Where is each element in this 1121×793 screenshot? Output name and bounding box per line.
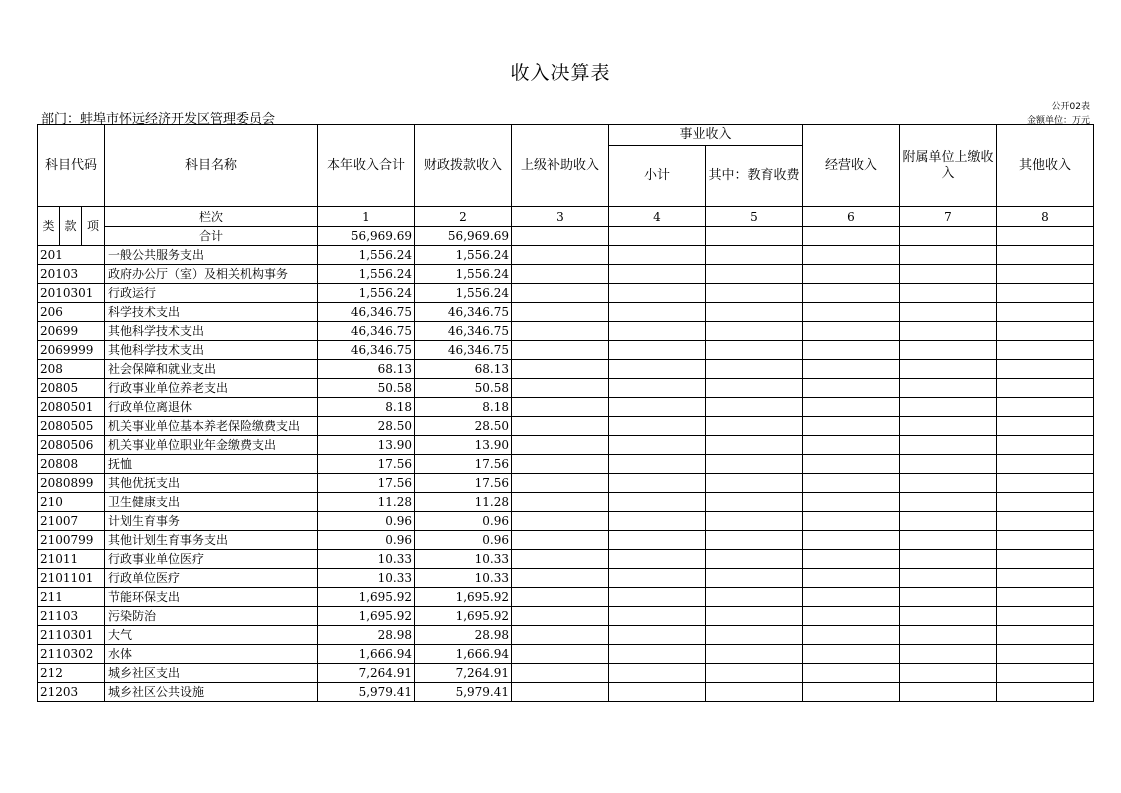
fiscal-allocation-cell: 8.18 (415, 398, 512, 417)
operating-income-cell (803, 455, 900, 474)
header-education-fees: 其中：教育收费 (706, 146, 803, 207)
other-income-cell (997, 531, 1094, 550)
header-fiscal-allocation: 财政拨款收入 (415, 125, 512, 207)
subject-code-cell: 20808 (38, 455, 105, 474)
other-income-cell (997, 588, 1094, 607)
business-subtotal-cell (609, 455, 706, 474)
superior-subsidy-cell (512, 493, 609, 512)
education-fees-cell (706, 512, 803, 531)
fiscal-allocation-cell: 50.58 (415, 379, 512, 398)
subject-name-cell: 计划生育事务 (105, 512, 318, 531)
other-income-cell (997, 664, 1094, 683)
education-fees-cell (706, 683, 803, 702)
total-income-cell: 28.98 (318, 626, 415, 645)
subject-code-cell: 2100799 (38, 531, 105, 550)
superior-subsidy-cell (512, 284, 609, 303)
header-business-income: 事业收入 (609, 125, 803, 146)
fiscal-allocation-cell: 46,346.75 (415, 303, 512, 322)
table-row (38, 417, 1094, 436)
affiliated-income-cell (900, 398, 997, 417)
fiscal-allocation-cell: 68.13 (415, 360, 512, 379)
header-superior-subsidy: 上级补助收入 (512, 125, 609, 207)
table-row (38, 645, 1094, 664)
col-number: 6 (803, 207, 900, 227)
education-fees-cell (706, 379, 803, 398)
total-income-cell: 1,666.94 (318, 645, 415, 664)
table-row (38, 588, 1094, 607)
header-subject-name: 科目名称 (105, 125, 318, 207)
header-section: 款 (60, 207, 82, 246)
business-subtotal-cell (609, 436, 706, 455)
education-fees-cell (706, 246, 803, 265)
other-income-cell (997, 265, 1094, 284)
business-subtotal-cell (609, 360, 706, 379)
business-subtotal-cell (609, 550, 706, 569)
subject-name-cell: 其他科学技术支出 (105, 341, 318, 360)
subject-code-cell: 2110302 (38, 645, 105, 664)
operating-income-cell (803, 265, 900, 284)
operating-income-cell (803, 379, 900, 398)
superior-subsidy-cell (512, 341, 609, 360)
business-subtotal-cell (609, 303, 706, 322)
subject-code-cell: 2101101 (38, 569, 105, 588)
business-subtotal-cell (609, 322, 706, 341)
subject-code-cell: 20103 (38, 265, 105, 284)
col-number: 8 (997, 207, 1094, 227)
subject-code-cell: 2080505 (38, 417, 105, 436)
affiliated-income-cell (900, 645, 997, 664)
fiscal-allocation-cell: 1,556.24 (415, 265, 512, 284)
superior-subsidy-cell (512, 246, 609, 265)
total-income-cell: 46,346.75 (318, 341, 415, 360)
fiscal-allocation-cell: 10.33 (415, 550, 512, 569)
total-income-value: 56,969.69 (318, 227, 415, 246)
operating-income-cell (803, 683, 900, 702)
table-row (38, 322, 1094, 341)
subject-code-cell: 210 (38, 493, 105, 512)
other-income-cell (997, 455, 1094, 474)
superior-subsidy-cell (512, 474, 609, 493)
col-number: 3 (512, 207, 609, 227)
subject-name-cell: 行政运行 (105, 284, 318, 303)
fiscal-allocation-cell: 28.98 (415, 626, 512, 645)
business-subtotal-cell (609, 474, 706, 493)
superior-subsidy-cell (512, 664, 609, 683)
affiliated-income-cell (900, 683, 997, 702)
superior-subsidy-cell (512, 417, 609, 436)
table-row (38, 360, 1094, 379)
operating-income-cell (803, 341, 900, 360)
fiscal-allocation-cell: 46,346.75 (415, 341, 512, 360)
header-subtotal: 小计 (609, 146, 706, 207)
education-fees-cell (706, 398, 803, 417)
total-income-cell: 1,556.24 (318, 284, 415, 303)
other-income-cell (997, 284, 1094, 303)
superior-subsidy-cell (512, 683, 609, 702)
table-row (38, 246, 1094, 265)
superior-subsidy-cell (512, 645, 609, 664)
operating-income-cell (803, 322, 900, 341)
table-row (38, 474, 1094, 493)
amount-unit: 金额单位：万元 (1026, 116, 1090, 126)
table-row (38, 455, 1094, 474)
education-fees-cell (706, 417, 803, 436)
operating-income-cell (803, 493, 900, 512)
superior-subsidy-cell (512, 607, 609, 626)
subject-code-cell: 21203 (38, 683, 105, 702)
other-income-cell (997, 683, 1094, 702)
table-row (38, 550, 1094, 569)
operating-income-cell (803, 645, 900, 664)
total-income-cell: 17.56 (318, 455, 415, 474)
subject-code-cell: 21011 (38, 550, 105, 569)
subject-name-cell: 污染防治 (105, 607, 318, 626)
education-fees-cell (706, 664, 803, 683)
header-class: 类 (38, 207, 60, 246)
education-fees-cell (706, 588, 803, 607)
other-income-cell (997, 246, 1094, 265)
subject-name-cell: 一般公共服务支出 (105, 246, 318, 265)
subject-name-cell: 行政事业单位医疗 (105, 550, 318, 569)
affiliated-income-cell (900, 360, 997, 379)
fiscal-allocation-cell: 28.50 (415, 417, 512, 436)
affiliated-income-cell (900, 607, 997, 626)
total-income-cell: 7,264.91 (318, 664, 415, 683)
other-income-cell (997, 493, 1094, 512)
business-subtotal-cell (609, 341, 706, 360)
superior-subsidy-cell (512, 588, 609, 607)
subject-name-cell: 机关事业单位基本养老保险缴费支出 (105, 417, 318, 436)
subject-code-cell: 211 (38, 588, 105, 607)
subject-name-cell: 其他科学技术支出 (105, 322, 318, 341)
fiscal-allocation-cell: 1,695.92 (415, 588, 512, 607)
subject-name-cell: 行政单位医疗 (105, 569, 318, 588)
business-subtotal-cell (609, 645, 706, 664)
total-income-cell: 1,556.24 (318, 265, 415, 284)
affiliated-income-cell (900, 512, 997, 531)
education-fees-cell (706, 493, 803, 512)
header-total-income: 本年收入合计 (318, 125, 415, 207)
affiliated-income-cell (900, 569, 997, 588)
fiscal-allocation-cell: 7,264.91 (415, 664, 512, 683)
other-income-cell (997, 341, 1094, 360)
subject-name-cell: 行政单位离退休 (105, 398, 318, 417)
header-column-order: 栏次 (105, 207, 318, 227)
business-subtotal-cell (609, 493, 706, 512)
affiliated-income-cell (900, 284, 997, 303)
income-table (37, 124, 1094, 702)
table-row (38, 265, 1094, 284)
affiliated-income-cell (900, 303, 997, 322)
form-number: 公开02表 (1051, 102, 1090, 112)
subject-code-cell: 2080506 (38, 436, 105, 455)
subject-code-cell: 212 (38, 664, 105, 683)
header-item: 项 (82, 207, 105, 246)
subject-code-cell: 2080899 (38, 474, 105, 493)
affiliated-income-cell (900, 436, 997, 455)
education-fees-cell (706, 303, 803, 322)
education-fees-cell (706, 360, 803, 379)
fiscal-allocation-cell: 5,979.41 (415, 683, 512, 702)
superior-subsidy-cell (512, 322, 609, 341)
other-income-cell (997, 360, 1094, 379)
other-income-cell (997, 398, 1094, 417)
table-row (38, 569, 1094, 588)
education-fees-cell (706, 626, 803, 645)
other-income-cell (997, 379, 1094, 398)
operating-income-cell (803, 588, 900, 607)
affiliated-income-cell (900, 341, 997, 360)
operating-income-cell (803, 664, 900, 683)
business-subtotal-cell (609, 417, 706, 436)
operating-income-cell (803, 246, 900, 265)
col-number: 2 (415, 207, 512, 227)
fiscal-allocation-cell: 46,346.75 (415, 322, 512, 341)
total-income-cell: 13.90 (318, 436, 415, 455)
affiliated-income-cell (900, 246, 997, 265)
other-income-cell (997, 474, 1094, 493)
operating-income-cell (803, 607, 900, 626)
affiliated-income-cell (900, 379, 997, 398)
table-row (38, 493, 1094, 512)
superior-subsidy-cell (512, 379, 609, 398)
fiscal-allocation-cell: 0.96 (415, 531, 512, 550)
operating-income-cell (803, 626, 900, 645)
fiscal-allocation-cell: 1,556.24 (415, 246, 512, 265)
table-row (38, 341, 1094, 360)
business-subtotal-cell (609, 284, 706, 303)
subject-name-cell: 水体 (105, 645, 318, 664)
education-fees-cell (706, 607, 803, 626)
total-income-cell: 0.96 (318, 531, 415, 550)
table-row (38, 683, 1094, 702)
other-income-cell (997, 550, 1094, 569)
superior-subsidy-cell (512, 360, 609, 379)
department-label: 部门：蚌埠市怀远经济开发区管理委员会 (41, 112, 276, 127)
subject-code-cell: 2069999 (38, 341, 105, 360)
subject-code-cell: 20699 (38, 322, 105, 341)
affiliated-income-cell (900, 455, 997, 474)
affiliated-income-cell (900, 417, 997, 436)
total-row (38, 227, 1094, 246)
table-row (38, 436, 1094, 455)
superior-subsidy-cell (512, 626, 609, 645)
education-fees-cell (706, 569, 803, 588)
total-income-cell: 1,695.92 (318, 607, 415, 626)
superior-subsidy-cell (512, 265, 609, 284)
superior-subsidy-cell (512, 512, 609, 531)
table-row (38, 531, 1094, 550)
other-income-cell (997, 436, 1094, 455)
education-fees-cell (706, 265, 803, 284)
total-income-cell: 11.28 (318, 493, 415, 512)
table-row (38, 303, 1094, 322)
subject-name-cell: 行政事业单位养老支出 (105, 379, 318, 398)
total-income-cell: 28.50 (318, 417, 415, 436)
affiliated-income-cell (900, 626, 997, 645)
business-subtotal-cell (609, 398, 706, 417)
fiscal-allocation-cell: 17.56 (415, 474, 512, 493)
education-fees-cell (706, 531, 803, 550)
business-subtotal-cell (609, 607, 706, 626)
subject-name-cell: 科学技术支出 (105, 303, 318, 322)
subject-name-cell: 政府办公厅（室）及相关机构事务 (105, 265, 318, 284)
education-fees-cell (706, 436, 803, 455)
other-income-cell (997, 626, 1094, 645)
operating-income-cell (803, 303, 900, 322)
total-income-cell: 68.13 (318, 360, 415, 379)
subject-code-cell: 206 (38, 303, 105, 322)
table-row (38, 626, 1094, 645)
total-income-cell: 5,979.41 (318, 683, 415, 702)
other-income-cell (997, 322, 1094, 341)
col-number: 4 (609, 207, 706, 227)
subject-name-cell: 城乡社区公共设施 (105, 683, 318, 702)
total-income-cell: 46,346.75 (318, 322, 415, 341)
total-income-cell: 0.96 (318, 512, 415, 531)
subject-code-cell: 21007 (38, 512, 105, 531)
subject-code-cell: 201 (38, 246, 105, 265)
affiliated-income-cell (900, 322, 997, 341)
business-subtotal-cell (609, 664, 706, 683)
superior-subsidy-cell (512, 531, 609, 550)
education-fees-cell (706, 341, 803, 360)
subject-name-cell: 卫生健康支出 (105, 493, 318, 512)
operating-income-cell (803, 360, 900, 379)
total-fiscal-value: 56,969.69 (415, 227, 512, 246)
operating-income-cell (803, 436, 900, 455)
fiscal-allocation-cell: 10.33 (415, 569, 512, 588)
operating-income-cell (803, 284, 900, 303)
education-fees-cell (706, 550, 803, 569)
business-subtotal-cell (609, 626, 706, 645)
header-affiliated-income: 附属单位上缴收入 (900, 125, 997, 207)
other-income-cell (997, 417, 1094, 436)
header-other-income: 其他收入 (997, 125, 1094, 207)
subject-name-cell: 社会保障和就业支出 (105, 360, 318, 379)
total-income-cell: 10.33 (318, 569, 415, 588)
subject-code-cell: 2010301 (38, 284, 105, 303)
superior-subsidy-cell (512, 436, 609, 455)
affiliated-income-cell (900, 474, 997, 493)
operating-income-cell (803, 531, 900, 550)
total-income-cell: 17.56 (318, 474, 415, 493)
table-row (38, 664, 1094, 683)
total-label: 合计 (105, 227, 318, 246)
affiliated-income-cell (900, 265, 997, 284)
operating-income-cell (803, 398, 900, 417)
affiliated-income-cell (900, 550, 997, 569)
other-income-cell (997, 569, 1094, 588)
business-subtotal-cell (609, 683, 706, 702)
report-title: 收入决算表 (510, 62, 611, 84)
subject-name-cell: 其他优抚支出 (105, 474, 318, 493)
col-number: 1 (318, 207, 415, 227)
business-subtotal-cell (609, 379, 706, 398)
fiscal-allocation-cell: 11.28 (415, 493, 512, 512)
header-subject-code: 科目代码 (38, 125, 105, 207)
business-subtotal-cell (609, 569, 706, 588)
other-income-cell (997, 607, 1094, 626)
affiliated-income-cell (900, 531, 997, 550)
fiscal-allocation-cell: 1,695.92 (415, 607, 512, 626)
total-income-cell: 46,346.75 (318, 303, 415, 322)
superior-subsidy-cell (512, 455, 609, 474)
affiliated-income-cell (900, 664, 997, 683)
superior-subsidy-cell (512, 398, 609, 417)
fiscal-allocation-cell: 1,666.94 (415, 645, 512, 664)
operating-income-cell (803, 569, 900, 588)
superior-subsidy-cell (512, 550, 609, 569)
table-row (38, 379, 1094, 398)
subject-name-cell: 抚恤 (105, 455, 318, 474)
table-row (38, 607, 1094, 626)
subject-code-cell: 2080501 (38, 398, 105, 417)
subject-name-cell: 城乡社区支出 (105, 664, 318, 683)
other-income-cell (997, 645, 1094, 664)
subject-name-cell: 节能环保支出 (105, 588, 318, 607)
other-income-cell (997, 512, 1094, 531)
subject-code-cell: 208 (38, 360, 105, 379)
header-operating-income: 经营收入 (803, 125, 900, 207)
total-income-cell: 1,556.24 (318, 246, 415, 265)
education-fees-cell (706, 284, 803, 303)
fiscal-allocation-cell: 1,556.24 (415, 284, 512, 303)
education-fees-cell (706, 455, 803, 474)
subject-code-cell: 2110301 (38, 626, 105, 645)
superior-subsidy-cell (512, 303, 609, 322)
subject-name-cell: 大气 (105, 626, 318, 645)
operating-income-cell (803, 512, 900, 531)
subject-code-cell: 20805 (38, 379, 105, 398)
total-income-cell: 8.18 (318, 398, 415, 417)
education-fees-cell (706, 645, 803, 664)
table-row (38, 398, 1094, 417)
total-income-cell: 1,695.92 (318, 588, 415, 607)
col-number: 5 (706, 207, 803, 227)
education-fees-cell (706, 322, 803, 341)
education-fees-cell (706, 474, 803, 493)
total-income-cell: 10.33 (318, 550, 415, 569)
subject-code-cell: 21103 (38, 607, 105, 626)
operating-income-cell (803, 417, 900, 436)
fiscal-allocation-cell: 13.90 (415, 436, 512, 455)
operating-income-cell (803, 550, 900, 569)
data-rows (38, 246, 1094, 702)
business-subtotal-cell (609, 531, 706, 550)
fiscal-allocation-cell: 0.96 (415, 512, 512, 531)
affiliated-income-cell (900, 493, 997, 512)
col-number: 7 (900, 207, 997, 227)
subject-name-cell: 机关事业单位职业年金缴费支出 (105, 436, 318, 455)
other-income-cell (997, 303, 1094, 322)
business-subtotal-cell (609, 246, 706, 265)
fiscal-allocation-cell: 17.56 (415, 455, 512, 474)
total-income-cell: 50.58 (318, 379, 415, 398)
table-row (38, 512, 1094, 531)
business-subtotal-cell (609, 588, 706, 607)
superior-subsidy-cell (512, 569, 609, 588)
subject-name-cell: 其他计划生育事务支出 (105, 531, 318, 550)
business-subtotal-cell (609, 265, 706, 284)
operating-income-cell (803, 474, 900, 493)
table-row (38, 284, 1094, 303)
business-subtotal-cell (609, 512, 706, 531)
affiliated-income-cell (900, 588, 997, 607)
